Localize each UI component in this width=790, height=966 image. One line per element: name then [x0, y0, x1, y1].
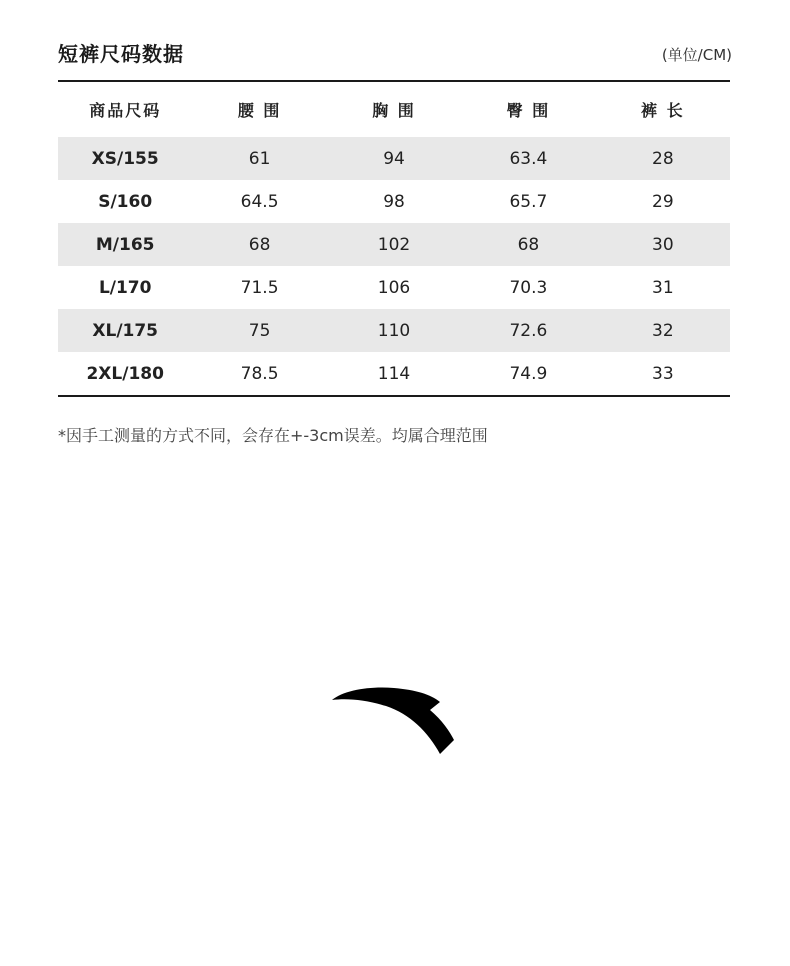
- chest-cell: 102: [377, 234, 411, 255]
- waist-cell: 75: [248, 320, 271, 341]
- length-cell: 30: [652, 234, 674, 255]
- hip-cell: 65.7: [509, 191, 548, 212]
- chest-cell: 114: [377, 363, 411, 384]
- length-cell: 32: [652, 320, 674, 341]
- waist-cell: 61: [248, 148, 271, 169]
- table-row: [58, 223, 730, 266]
- table-row: [58, 180, 730, 223]
- size-cell: XL/175: [92, 320, 159, 341]
- size-cell: 2XL/180: [86, 363, 164, 384]
- header-hip: 臀 围: [506, 101, 551, 120]
- size-cell: S/160: [98, 191, 153, 212]
- measurement-note: *因手工测量的方式不同，会存在+-3cm误差。均属合理范围: [58, 426, 488, 445]
- length-cell: 29: [652, 191, 674, 212]
- waist-cell: 71.5: [240, 277, 279, 298]
- table-row: [58, 137, 730, 180]
- table-row: [58, 266, 730, 309]
- chest-cell: 106: [377, 277, 411, 298]
- hip-cell: 74.9: [509, 363, 548, 384]
- hip-cell: 72.6: [509, 320, 548, 341]
- header-waist: 腰 围: [237, 101, 282, 120]
- waist-cell: 64.5: [240, 191, 279, 212]
- size-cell: L/170: [98, 277, 152, 298]
- length-cell: 33: [652, 363, 674, 384]
- table-row: [58, 352, 730, 395]
- header-length: 裤 长: [641, 101, 685, 120]
- header-chest: 胸 围: [372, 101, 416, 120]
- hip-cell: 68: [517, 234, 540, 255]
- size-cell: XS/155: [91, 148, 159, 169]
- header-size: 商品尺码: [89, 101, 162, 120]
- hip-cell: 70.3: [509, 277, 548, 298]
- unit-label: (单位/CM): [661, 46, 732, 64]
- brand-swoosh-icon: [330, 684, 456, 758]
- length-cell: 31: [652, 277, 674, 298]
- waist-cell: 68: [248, 234, 271, 255]
- chest-cell: 94: [383, 148, 405, 169]
- length-cell: 28: [652, 148, 674, 169]
- table-header-row: [58, 82, 730, 137]
- waist-cell: 78.5: [240, 363, 279, 384]
- hip-cell: 63.4: [509, 148, 548, 169]
- table-row: [58, 309, 730, 352]
- chest-cell: 110: [377, 320, 411, 341]
- size-table: [58, 80, 730, 397]
- size-cell: M/165: [95, 234, 155, 255]
- chest-cell: 98: [383, 191, 405, 212]
- page-title: 短裤尺码数据: [58, 42, 184, 66]
